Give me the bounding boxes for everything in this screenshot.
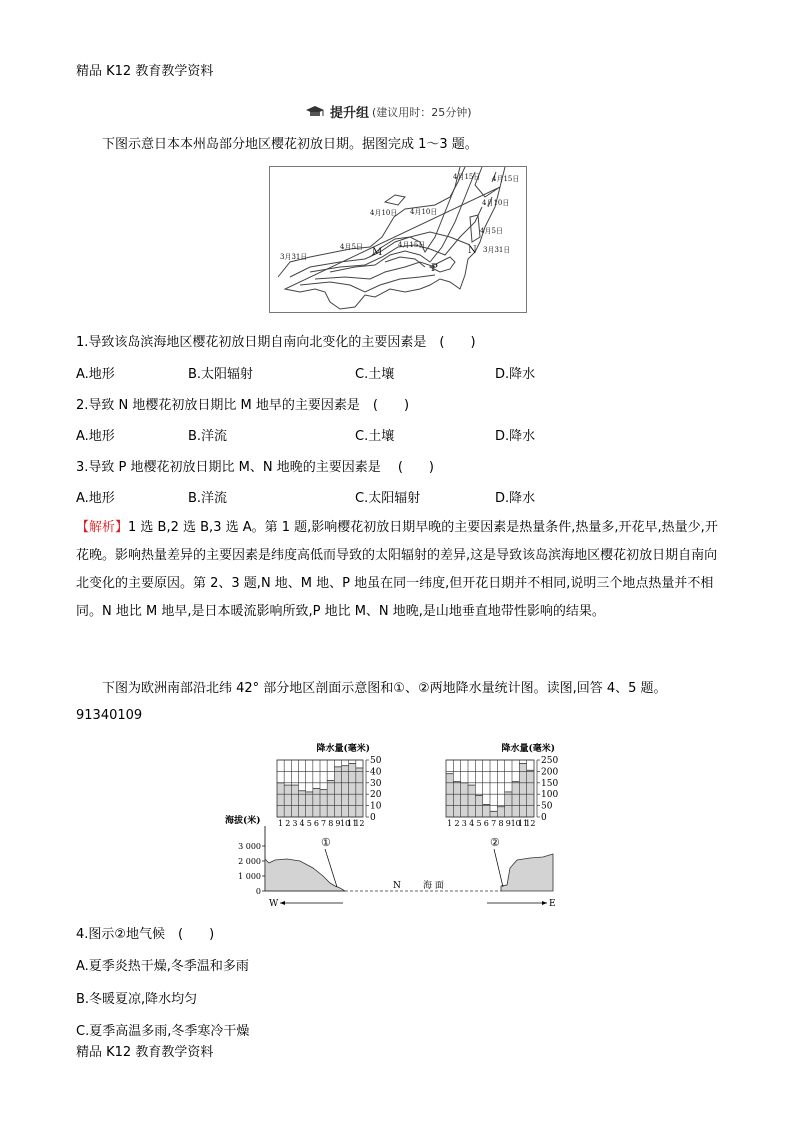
europe-profile-figure <box>225 738 565 910</box>
precip-bar <box>334 767 341 817</box>
y-tick-label: 40 <box>370 767 382 778</box>
y-tick-label: 200 <box>541 767 559 778</box>
y-tick-label: 0 <box>370 813 376 823</box>
x-tick-label: 7 <box>491 819 497 828</box>
section-hint: (建议用时：25分钟) <box>372 105 472 119</box>
x-tick-label: 6 <box>313 819 319 828</box>
map-label: 4月5日 <box>340 243 363 251</box>
header-watermark: 精品 K12 教育教学资料 <box>76 64 214 79</box>
option-b: B.冬暖夏凉,降水均匀 <box>76 992 198 1007</box>
precip-bar <box>306 792 313 817</box>
y-tick-label: 1 000 <box>238 872 261 881</box>
map-point-m: M <box>372 247 383 258</box>
map-label: 3月31日 <box>280 253 308 261</box>
section-heading <box>305 102 472 121</box>
x-tick-label: 11 <box>517 819 529 828</box>
x-tick-label: 7 <box>321 819 327 828</box>
map-label: 4月10日 <box>482 199 510 207</box>
y-tick-label: 50 <box>370 756 382 766</box>
precip-bar <box>468 785 475 817</box>
precip-bar <box>291 785 298 817</box>
elevation-profile <box>225 814 556 909</box>
option-d: D.降水 <box>495 429 536 444</box>
question-stem: 3.导致 P 地樱花初放日期比 M、N 地晚的主要因素是 ( ) <box>76 460 434 475</box>
map-label: 4月15日 <box>398 241 426 249</box>
option-b: B.洋流 <box>188 429 228 444</box>
precip-bar <box>527 770 534 817</box>
map-label: 3月31日 <box>483 246 511 254</box>
precip-bar <box>277 783 284 817</box>
map-point-p: P <box>431 263 438 274</box>
x-tick-label: 11 <box>347 819 358 828</box>
y-tick-label: 3 000 <box>238 842 261 851</box>
precip-bar <box>342 766 349 817</box>
intro-text-2: 下图为欧洲南部沿北纬 42° 部分地区剖面示意图和①、②两地降水量统计图。读图,回答 4、5 题。 <box>102 681 667 696</box>
chart-title: 降水量(毫米) <box>501 744 555 754</box>
footer-watermark: 精品 K12 教育教学资料 <box>76 1045 214 1060</box>
option-d: D.降水 <box>495 491 536 506</box>
precip-bar <box>313 789 320 818</box>
precip-bar <box>483 804 490 817</box>
point-2-label: ② <box>490 836 500 849</box>
graduation-cap-icon <box>305 105 327 119</box>
y-tick-label: 30 <box>370 778 382 789</box>
sea-label: 海 面 <box>423 881 444 891</box>
precip-chart-2 <box>446 742 558 828</box>
map-svg <box>270 167 526 312</box>
precip-bar <box>320 790 327 817</box>
analysis-tag: 【解析】 <box>76 520 129 535</box>
map-label: 4月10日 <box>370 209 398 217</box>
precip-bar <box>453 782 460 817</box>
precip-bar <box>475 795 482 817</box>
option-c: C.土壤 <box>355 429 395 444</box>
precip-bar <box>505 792 512 817</box>
precip-chart-1 <box>277 742 382 828</box>
contour-4-15 <box>370 167 460 267</box>
precip-bar <box>497 807 504 817</box>
precip-bar <box>446 774 453 817</box>
option-a: A.地形 <box>76 491 115 506</box>
x-tick-label: 5 <box>306 819 312 828</box>
option-c: C.土壤 <box>355 367 395 382</box>
point-2-pointer <box>494 849 503 887</box>
option-a: A.夏季炎热干燥,冬季温和多雨 <box>76 959 249 974</box>
x-tick-label: 10 <box>510 819 521 828</box>
y-tick-label: 250 <box>541 756 559 766</box>
option-a: A.地形 <box>76 367 115 382</box>
x-tick-label: 2 <box>454 819 460 828</box>
option-c: C.夏季高温多雨,冬季寒冷干燥 <box>76 1024 250 1039</box>
y-tick-label: 150 <box>541 778 559 789</box>
y-tick-label: 100 <box>541 790 559 801</box>
point-1-label: ① <box>321 836 331 849</box>
map-label: 4月5日 <box>480 227 503 235</box>
precip-bar <box>356 768 363 817</box>
map-label: 4月15日 <box>492 175 520 183</box>
chart-title: 降水量(毫米) <box>316 744 370 754</box>
east-landmass <box>501 854 553 891</box>
west-label: W <box>269 899 279 909</box>
section-title: 提升组 <box>330 106 370 121</box>
precip-bar <box>490 811 497 817</box>
x-tick-label: 8 <box>498 819 504 828</box>
option-c: C.太阳辐射 <box>355 491 421 506</box>
precip-bar <box>327 781 334 817</box>
y-tick-label: 20 <box>370 790 382 801</box>
x-tick-label: 9 <box>505 819 511 828</box>
x-tick-label: 12 <box>525 819 536 828</box>
x-tick-label: 9 <box>335 819 341 828</box>
precip-bar <box>299 791 306 817</box>
question-stem: 1.导致该岛滨海地区樱花初放日期自南向北变化的主要因素是 ( ) <box>76 335 476 350</box>
east-label: E <box>549 899 556 909</box>
x-tick-label: 1 <box>447 819 453 828</box>
x-tick-label: 3 <box>292 819 298 828</box>
document-id: 91340109 <box>76 708 143 723</box>
x-tick-label: 12 <box>354 819 365 828</box>
coastline <box>278 167 505 309</box>
precip-bar <box>512 782 519 817</box>
question-stem: 4.图示②地气候 ( ) <box>76 927 215 942</box>
precip-bar <box>461 783 468 817</box>
intro-text-1: 下图示意日本本州岛部分地区樱花初放日期。据图完成 1～3 题。 <box>102 137 478 152</box>
profile-ylabel: 海拔(米) <box>225 816 261 826</box>
x-tick-label: 2 <box>285 819 291 828</box>
x-tick-label: 4 <box>299 819 305 828</box>
x-tick-label: 1 <box>278 819 284 828</box>
x-tick-label: 4 <box>469 819 475 828</box>
y-tick-label: 2 000 <box>238 857 261 866</box>
analysis-paragraph <box>76 514 724 626</box>
north-label: N <box>393 881 401 891</box>
question-stem: 2.导致 N 地樱花初放日期比 M 地早的主要因素是 ( ) <box>76 398 410 413</box>
x-tick-label: 5 <box>476 819 482 828</box>
x-tick-label: 10 <box>339 819 351 828</box>
x-tick-label: 6 <box>483 819 489 828</box>
x-tick-label: 8 <box>328 819 334 828</box>
y-tick-label: 10 <box>370 801 382 812</box>
option-b: B.太阳辐射 <box>188 367 254 382</box>
precip-bar <box>284 785 291 817</box>
japan-sakura-map <box>269 166 527 313</box>
map-point-n: N <box>468 245 477 256</box>
option-b: B.洋流 <box>188 491 228 506</box>
option-d: D.降水 <box>495 367 536 382</box>
map-label: 4月10日 <box>410 208 438 216</box>
y-tick-label: 0 <box>541 813 547 823</box>
y-tick-label: 50 <box>541 801 553 812</box>
y-tick-label: 0 <box>255 887 261 896</box>
x-tick-label: 3 <box>461 819 467 828</box>
option-a: A.地形 <box>76 429 115 444</box>
analysis-text: 1 选 B,2 选 B,3 选 A。第 1 题,影响樱花初放日期早晚的主要因素是热量条件,热量多,开花早,热量少,开花晚。影响热量差异的主要因素是纬度高低而导致的太阳辐射的差异,这是导致该岛滨海地区樱花初放日期自南向北变化的主要原因。第 2、3 题,N 地、M 地、P 地虽在同一纬度,但开花日期并不相同,说明三个地点热量并不相同。N 地比 M 地早,是日本暖流影响所致,P 地比 M、N 地晚,是山地垂直地带性影响的结果。 <box>76 520 718 619</box>
map-label: 4月15日 <box>453 173 481 181</box>
